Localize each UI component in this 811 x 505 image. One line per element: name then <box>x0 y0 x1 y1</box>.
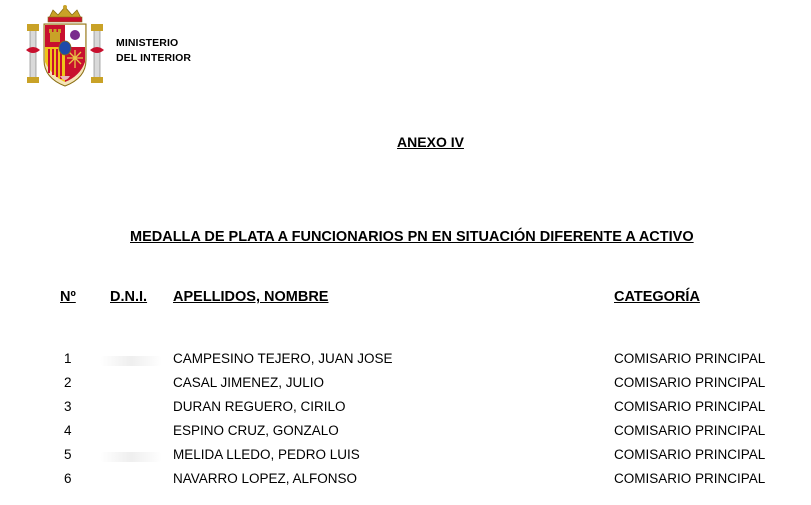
column-header-name: APELLIDOS, NOMBRE <box>173 289 329 305</box>
row-name: DURAN REGUERO, CIRILO <box>173 399 346 414</box>
row-number: 3 <box>64 399 72 414</box>
column-header-number: Nº <box>60 289 76 305</box>
row-name: CAMPESINO TEJERO, JUAN JOSE <box>173 351 393 366</box>
redacted-dni <box>100 452 162 462</box>
column-header-dni: D.N.I. <box>110 289 148 305</box>
row-name: CASAL JIMENEZ, JULIO <box>173 375 325 390</box>
row-number: 1 <box>64 351 72 366</box>
ministry-line-2: DEL INTERIOR <box>116 52 192 64</box>
annex-title: ANEXO IV <box>397 134 464 150</box>
table-row <box>0 348 811 372</box>
row-number: 4 <box>64 423 72 438</box>
row-category: COMISARIO PRINCIPAL <box>614 351 766 366</box>
annex-heading <box>0 134 811 150</box>
table-row <box>0 420 811 444</box>
document-title: MEDALLA DE PLATA A FUNCIONARIOS PN EN SITUACIÓN DIFERENTE A ACTIVO <box>130 229 694 245</box>
row-category: COMISARIO PRINCIPAL <box>614 399 766 414</box>
row-category: COMISARIO PRINCIPAL <box>614 471 766 486</box>
column-header-category: CATEGORÍA <box>614 289 700 305</box>
row-name: ESPINO CRUZ, GONZALO <box>173 423 339 438</box>
row-number: 5 <box>64 447 72 462</box>
coat-of-arms-emblem <box>24 4 106 88</box>
row-name: MELIDA LLEDO, PEDRO LUIS <box>173 447 360 462</box>
table-row <box>0 396 811 420</box>
ministry-line-1: MINISTERIO <box>116 37 179 49</box>
row-category: COMISARIO PRINCIPAL <box>614 423 766 438</box>
row-category: COMISARIO PRINCIPAL <box>614 447 766 462</box>
awardee-table <box>0 348 811 492</box>
row-number: 2 <box>64 375 72 390</box>
row-category: COMISARIO PRINCIPAL <box>614 375 766 390</box>
row-name: NAVARRO LOPEZ, ALFONSO <box>173 471 358 486</box>
table-row <box>0 468 811 492</box>
table-row <box>0 372 811 396</box>
redacted-dni <box>100 356 162 366</box>
row-number: 6 <box>64 471 72 486</box>
table-row <box>0 444 811 468</box>
ministry-name <box>116 36 191 66</box>
